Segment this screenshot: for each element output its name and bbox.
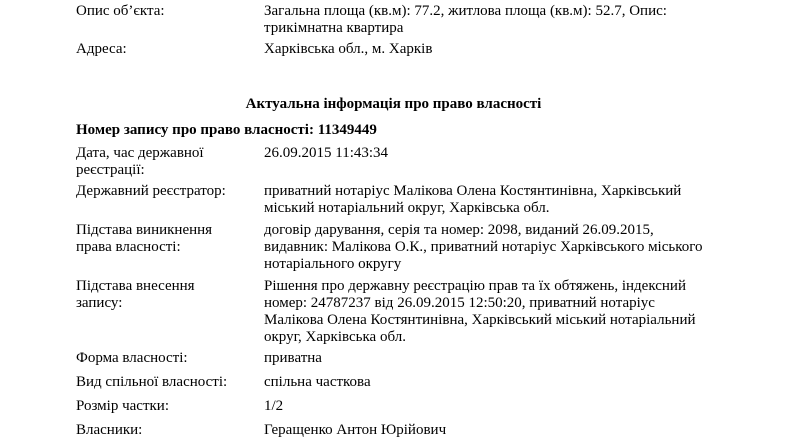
record-number-label: Номер запису про право власності: xyxy=(76,122,314,138)
field-value: 1/2 xyxy=(264,398,284,414)
field-label: Дата, час державної реєстрації: xyxy=(76,145,204,178)
field-label: Власники: xyxy=(76,422,143,438)
record-number-value: 11349449 xyxy=(317,122,377,138)
field-value: спільна часткова xyxy=(264,374,371,390)
field-value: Геращенко Антон Юрійович xyxy=(264,422,447,438)
address-label: Адреса: xyxy=(76,41,127,57)
field-value: приватна xyxy=(264,350,322,366)
field-value: приватний нотаріус Малікова Олена Костянтинівна, Харківський міський нотаріальний округ, Харківська обл. xyxy=(264,183,682,216)
field-label: Розмір частки: xyxy=(76,398,169,414)
record-number-header xyxy=(76,122,377,139)
section-title: Актуальна інформація про право власності xyxy=(245,96,542,112)
field-label: Форма власності: xyxy=(76,350,188,366)
address-value: Харківська обл., м. Харків xyxy=(264,41,433,57)
field-label: Підстава внесення запису: xyxy=(76,278,195,311)
field-label: Вид спільної власності: xyxy=(76,374,228,390)
object-description-value: Загальна площа (кв.м): 77.2, житлова площа (кв.м): 52.7, Опис: трикімнатна квартира xyxy=(264,3,667,36)
field-value: Рішення про державну реєстрацію прав та їх обтяжень, індексний номер: 24787237 від 26.09.2015 12:50:20, приватний нотаріус Малікова Олена Костянтинівна, Харківський міський нотаріальний округ, Харківська обл. xyxy=(264,278,696,345)
field-value: договір дарування, серія та номер: 2098, виданий 26.09.2015, видавник: Малікова О.К., приватний нотаріус Харківського міського нотаріального округу xyxy=(264,222,703,272)
field-value: 26.09.2015 11:43:34 xyxy=(264,145,389,161)
object-description-label: Опис об’єкта: xyxy=(76,3,165,19)
field-label: Підстава виникнення права власності: xyxy=(76,222,213,255)
field-label: Державний реєстратор: xyxy=(76,183,226,199)
